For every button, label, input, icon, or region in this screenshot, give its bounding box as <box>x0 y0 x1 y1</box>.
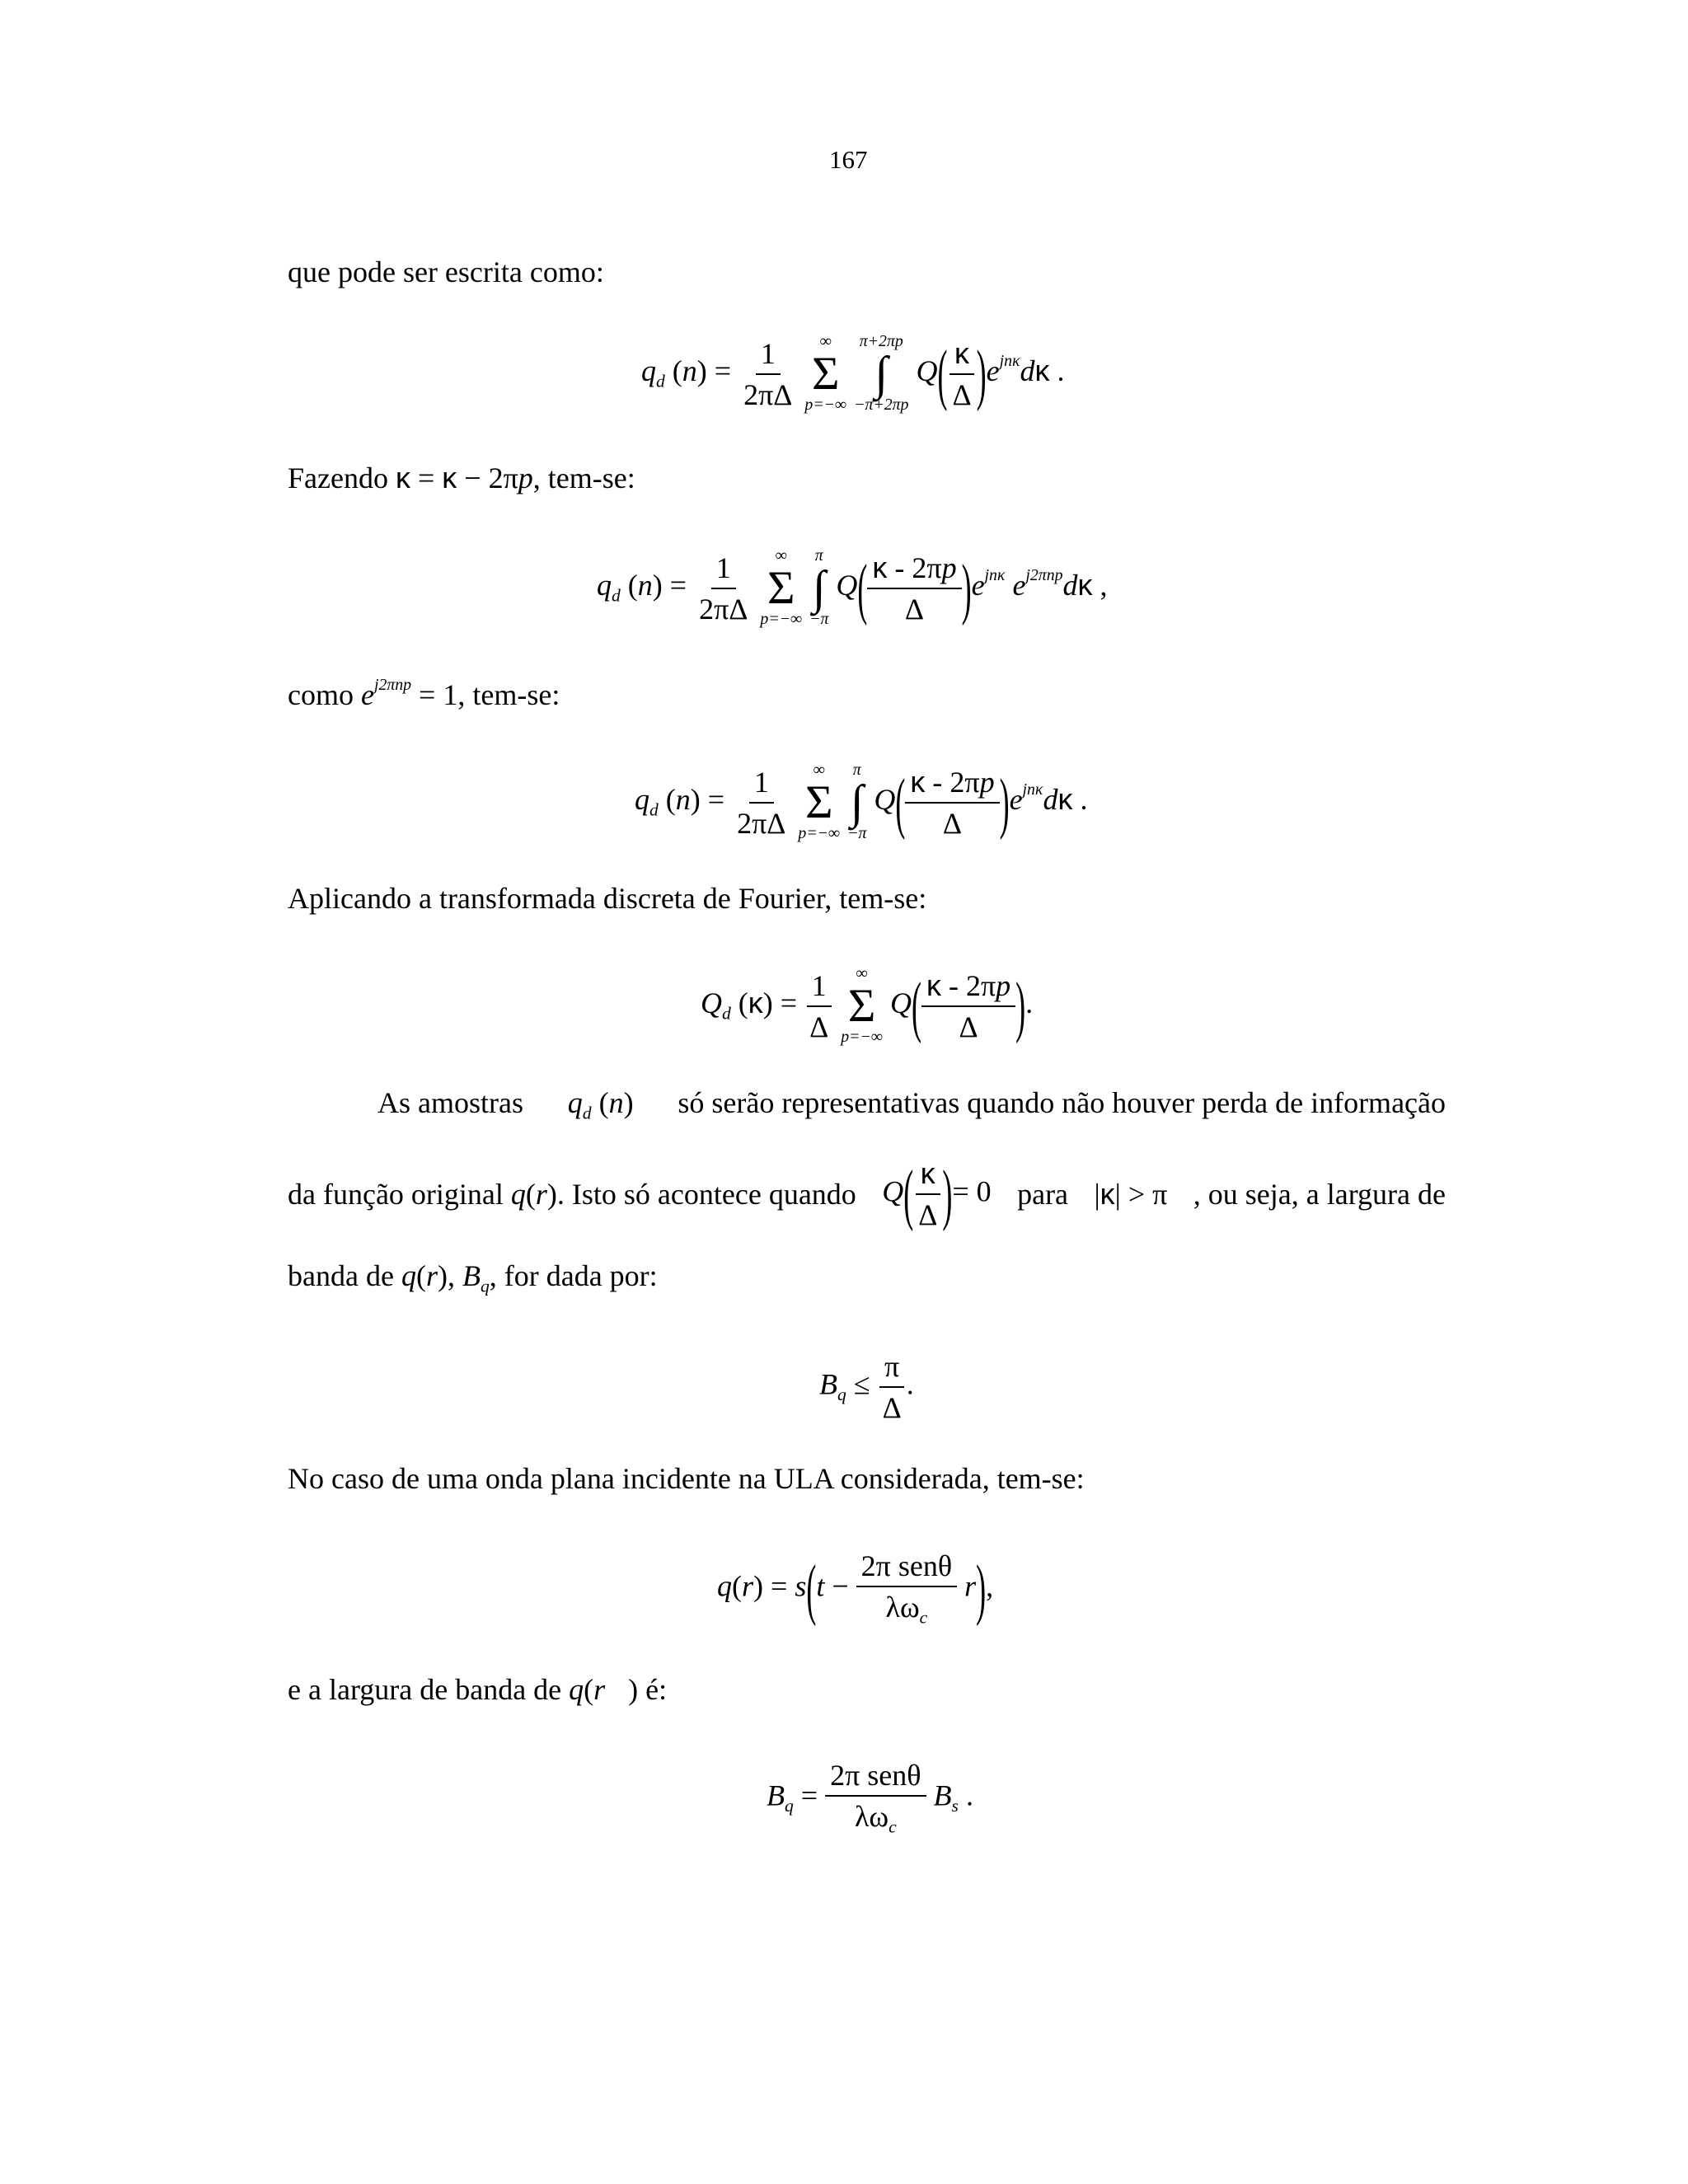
page-number: 167 <box>829 145 868 174</box>
equation-4: $Q_d$ (κ) = $\frac{1}{\Delta}$ ∞ Σ p=−∞ Q( $\frac{\kappa - 2\pi p}{\Delta}$ ). <box>701 964 1034 1047</box>
paragraph-line: Fazendo κ = κ − 2πp, tem-se: <box>288 461 635 494</box>
equation-1: $q_d$ (n) = $\frac{1}{2\pi\Delta}$ ∞ Σ p=−∞ π+2πp ∫ −π+2πp Q( $\frac{\kappa}{\Delta}$ )$e^{jn\kappa}d\kappa$ . <box>641 332 1065 415</box>
paragraph-line: As amostras $q_d$ (n) só serão representativas quando não houver perda de informação <box>377 1086 1446 1123</box>
text-line5: só serão representativas quando não houver perda de informação <box>678 1086 1446 1119</box>
text-as-amostras: As amostras <box>377 1086 523 1119</box>
equation-5: $B_q$ ≤ $\frac{\pi}{\Delta}$ . <box>819 1350 914 1424</box>
paragraph-line: No caso de uma onda plana incidente na ULA considerada, tem-se: <box>288 1462 1085 1495</box>
paragraph-line: e a largura de banda de q(r⃗) é: <box>288 1673 668 1706</box>
text-ou-seja: , ou seja, a largura de <box>1193 1178 1446 1211</box>
text-funcao-original: da função original <box>288 1178 504 1211</box>
text-como: como <box>288 677 354 711</box>
paragraph-line: Aplicando a transformada discreta de Fourier, tem-se: <box>288 882 927 915</box>
text-para: para <box>1017 1178 1069 1211</box>
equation-3: $q_d$ (n) = $\frac{1}{2\pi\Delta}$ ∞ Σ p=−∞ π ∫ −π Q( $\frac{\kappa - 2\pi p}{\Delta}$ )$e^{jn\kappa}d\kappa$ . <box>635 761 1088 843</box>
text-for-dada: , for dada por: <box>489 1259 658 1292</box>
equation-7: $B_q$ = $\frac{\text{2π senθ}}{\lambda\omega_c}$ $B_s$ . <box>767 1759 973 1837</box>
text-largura-banda: e a largura de banda de <box>288 1673 562 1706</box>
text-e: é: <box>645 1673 668 1706</box>
paragraph-line: da função original q(r). Isto só acontece quando Q( $\frac{\kappa}{\Delta}$ )= 0 para |κ| > π , ou seja, a largura de <box>288 1156 1446 1232</box>
paragraph-line: que pode ser escrita como: <box>288 255 604 288</box>
text-fazendo: Fazendo <box>288 462 388 494</box>
paragraph-line: banda de q(r), $B_q$, for dada por: <box>288 1259 658 1296</box>
text-isto: . Isto só acontece quando <box>556 1178 856 1211</box>
equation-6: q(r) = s(t − $\frac{\text{2π senθ}}{\lambda\omega_c}$ r), <box>717 1549 994 1628</box>
paragraph-line: como $e^{j2\pi np} = 1$, tem-se: <box>288 676 560 711</box>
equation-2: $q_d$ (n) = $\frac{1}{2\pi\Delta}$ ∞ Σ p=−∞ π ∫ −π Q( $\frac{\kappa - 2\pi p}{\Delta}$ )$e^{jn\kappa}$ $e^{j2\pi np}d\kappa$ , <box>597 546 1108 629</box>
text-tem-se: , tem-se: <box>457 677 560 711</box>
text-tem-se: , tem-se: <box>532 462 635 494</box>
text-banda-de: banda de <box>288 1259 394 1292</box>
